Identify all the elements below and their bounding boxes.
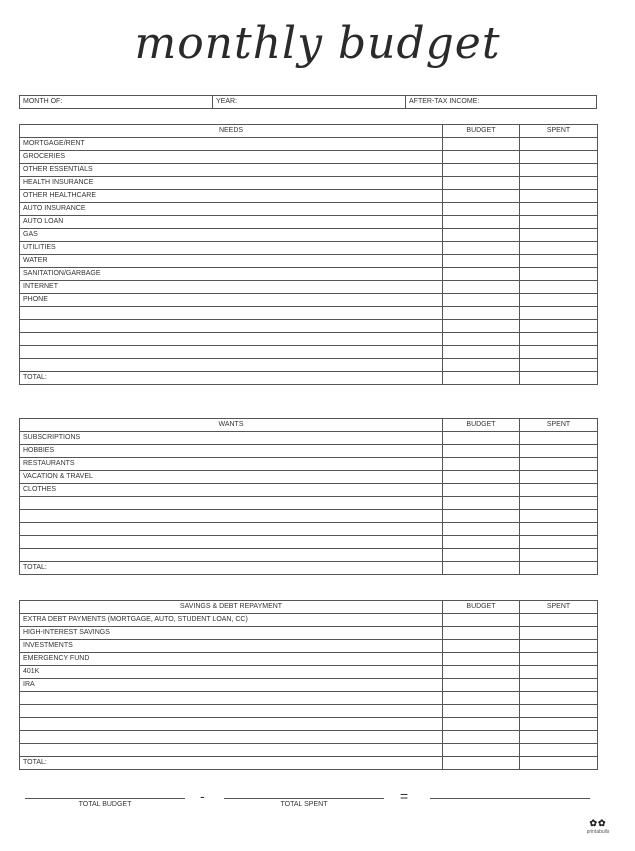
spent-cell[interactable] [520, 471, 598, 484]
budget-cell[interactable] [443, 692, 520, 705]
budget-cell[interactable] [443, 177, 520, 190]
spent-cell[interactable] [520, 692, 598, 705]
spent-cell[interactable] [520, 614, 598, 627]
wants-row [20, 445, 598, 458]
spent-cell[interactable] [520, 346, 598, 359]
spent-cell[interactable] [520, 203, 598, 216]
needs-row [20, 333, 598, 346]
spent-cell[interactable] [520, 640, 598, 653]
total-spent-label: TOTAL SPENT [280, 801, 328, 808]
wants-row [20, 510, 598, 523]
spent-cell[interactable] [520, 679, 598, 692]
savings-row [20, 614, 598, 627]
spent-cell[interactable] [520, 255, 598, 268]
needs-row [20, 138, 598, 151]
spent-cell[interactable] [520, 177, 598, 190]
wants-row [20, 523, 598, 536]
spent-cell[interactable] [520, 536, 598, 549]
savings-row [20, 692, 598, 705]
needs-row [20, 294, 598, 307]
item-label [20, 718, 443, 731]
item-label: TOTAL: [20, 757, 443, 770]
spent-cell[interactable] [520, 320, 598, 333]
item-label [20, 744, 443, 757]
spent-cell[interactable] [520, 744, 598, 757]
spent-cell[interactable] [520, 653, 598, 666]
year-field[interactable]: YEAR: [213, 96, 406, 108]
total-budget-label: TOTAL BUDGET [78, 801, 132, 808]
spent-cell[interactable] [520, 268, 598, 281]
item-label: SANITATION/GARBAGE [20, 268, 443, 281]
budget-cell[interactable] [443, 138, 520, 151]
wants-row [20, 432, 598, 445]
spent-cell[interactable] [520, 445, 598, 458]
budget-cell[interactable] [443, 372, 520, 385]
item-label [20, 307, 443, 320]
budget-cell[interactable] [443, 666, 520, 679]
spent-cell[interactable] [520, 229, 598, 242]
spent-cell[interactable] [520, 627, 598, 640]
item-label: EMERGENCY FUND [20, 653, 443, 666]
needs-row [20, 320, 598, 333]
savings-row [20, 731, 598, 744]
budget-cell[interactable] [443, 536, 520, 549]
budget-cell[interactable] [443, 744, 520, 757]
spent-column-header: SPENT [520, 125, 598, 138]
page-title: monthly budget [134, 18, 501, 69]
spent-cell[interactable] [520, 705, 598, 718]
spent-cell[interactable] [520, 718, 598, 731]
spent-cell[interactable] [520, 562, 598, 575]
needs-row [20, 164, 598, 177]
savings-row [20, 718, 598, 731]
item-label: OTHER ESSENTIALS [20, 164, 443, 177]
wants-row [20, 458, 598, 471]
wants-row [20, 536, 598, 549]
spent-cell[interactable] [520, 458, 598, 471]
budget-cell[interactable] [443, 562, 520, 575]
spent-cell[interactable] [520, 484, 598, 497]
budget-cell[interactable] [443, 190, 520, 203]
spent-cell[interactable] [520, 549, 598, 562]
item-label: CLOTHES [20, 484, 443, 497]
spent-column-header: SPENT [520, 419, 598, 432]
budget-cell[interactable] [443, 458, 520, 471]
item-label: TOTAL: [20, 372, 443, 385]
item-label: RESTAURANTS [20, 458, 443, 471]
spent-cell[interactable] [520, 242, 598, 255]
budget-column-header: BUDGET [443, 125, 520, 138]
budget-cell[interactable] [443, 164, 520, 177]
item-label: VACATION & TRAVEL [20, 471, 443, 484]
budget-cell[interactable] [443, 151, 520, 164]
budget-cell[interactable] [443, 705, 520, 718]
wants-heading: WANTS [20, 419, 443, 432]
spent-cell[interactable] [520, 307, 598, 320]
spent-cell[interactable] [520, 731, 598, 744]
savings-row [20, 679, 598, 692]
spent-cell[interactable] [520, 359, 598, 372]
item-label: UTILITIES [20, 242, 443, 255]
budget-cell[interactable] [443, 268, 520, 281]
wants-table [19, 418, 598, 575]
needs-row [20, 268, 598, 281]
item-label [20, 549, 443, 562]
item-label: INVESTMENTS [20, 640, 443, 653]
spent-cell[interactable] [520, 151, 598, 164]
total-budget-line[interactable] [25, 798, 185, 799]
spent-cell[interactable] [520, 164, 598, 177]
budget-cell[interactable] [443, 627, 520, 640]
budget-cell[interactable] [443, 307, 520, 320]
needs-total-row [20, 372, 598, 385]
item-label: HIGH-INTEREST SAVINGS [20, 627, 443, 640]
spent-cell[interactable] [520, 523, 598, 536]
spent-cell[interactable] [520, 432, 598, 445]
item-label: 401K [20, 666, 443, 679]
spent-cell[interactable] [520, 510, 598, 523]
budget-cell[interactable] [443, 333, 520, 346]
needs-row [20, 190, 598, 203]
needs-row [20, 281, 598, 294]
savings-table [19, 600, 598, 770]
needs-row [20, 255, 598, 268]
budget-cell[interactable] [443, 229, 520, 242]
item-label [20, 333, 443, 346]
wants-row [20, 484, 598, 497]
savings-row [20, 705, 598, 718]
minus-sign: - [200, 788, 205, 804]
spent-cell[interactable] [520, 333, 598, 346]
brand-logo [578, 818, 618, 835]
wants-total-row [20, 562, 598, 575]
budget-cell[interactable] [443, 718, 520, 731]
item-label [20, 510, 443, 523]
budget-cell[interactable] [443, 549, 520, 562]
budget-cell[interactable] [443, 757, 520, 770]
budget-cell[interactable] [443, 653, 520, 666]
budget-cell[interactable] [443, 445, 520, 458]
spent-cell[interactable] [520, 281, 598, 294]
item-label: HOBBIES [20, 445, 443, 458]
item-label: MORTGAGE/RENT [20, 138, 443, 151]
needs-row [20, 151, 598, 164]
spent-cell[interactable] [520, 190, 598, 203]
item-label: PHONE [20, 294, 443, 307]
budget-cell[interactable] [443, 484, 520, 497]
budget-column-header: BUDGET [443, 601, 520, 614]
needs-row [20, 203, 598, 216]
month-field[interactable]: MONTH OF: [20, 96, 213, 108]
spent-cell[interactable] [520, 138, 598, 151]
budget-column-header: BUDGET [443, 419, 520, 432]
needs-row [20, 346, 598, 359]
summary-row [0, 790, 635, 820]
spent-cell[interactable] [520, 216, 598, 229]
item-label: AUTO INSURANCE [20, 203, 443, 216]
item-label: OTHER HEALTHCARE [20, 190, 443, 203]
item-label: AUTO LOAN [20, 216, 443, 229]
spent-column-header: SPENT [520, 601, 598, 614]
budget-cell[interactable] [443, 203, 520, 216]
spent-cell[interactable] [520, 372, 598, 385]
wants-row [20, 497, 598, 510]
wants-row [20, 549, 598, 562]
budget-cell[interactable] [443, 510, 520, 523]
item-label [20, 346, 443, 359]
budget-cell[interactable] [443, 294, 520, 307]
item-label: INTERNET [20, 281, 443, 294]
needs-heading: NEEDS [20, 125, 443, 138]
equals-sign: = [400, 788, 409, 804]
budget-cell[interactable] [443, 242, 520, 255]
item-label: GAS [20, 229, 443, 242]
budget-cell[interactable] [443, 614, 520, 627]
item-label [20, 536, 443, 549]
item-label [20, 523, 443, 536]
budget-cell[interactable] [443, 281, 520, 294]
spent-cell[interactable] [520, 666, 598, 679]
savings-row [20, 627, 598, 640]
savings-heading: SAVINGS & DEBT REPAYMENT [20, 601, 443, 614]
budget-cell[interactable] [443, 497, 520, 510]
spent-cell[interactable] [520, 294, 598, 307]
brand-mark-icon: ✿✿ [589, 818, 607, 828]
item-label [20, 320, 443, 333]
needs-row [20, 216, 598, 229]
budget-cell[interactable] [443, 346, 520, 359]
result-line[interactable] [430, 798, 590, 799]
budget-cell[interactable] [443, 679, 520, 692]
income-field[interactable]: AFTER-TAX INCOME: [409, 98, 480, 105]
item-label: EXTRA DEBT PAYMENTS (MORTGAGE, AUTO, STUDENT LOAN, CC) [20, 614, 443, 627]
spent-cell[interactable] [520, 757, 598, 770]
item-label [20, 497, 443, 510]
budget-cell[interactable] [443, 320, 520, 333]
budget-cell[interactable] [443, 523, 520, 536]
item-label: GROCERIES [20, 151, 443, 164]
savings-total-row [20, 757, 598, 770]
savings-row [20, 744, 598, 757]
savings-row [20, 640, 598, 653]
item-label [20, 359, 443, 372]
item-label [20, 692, 443, 705]
item-label: IRA [20, 679, 443, 692]
savings-row [20, 653, 598, 666]
needs-row [20, 177, 598, 190]
budget-cell[interactable] [443, 216, 520, 229]
total-spent-line[interactable] [224, 798, 384, 799]
budget-cell[interactable] [443, 432, 520, 445]
needs-row [20, 242, 598, 255]
needs-row [20, 359, 598, 372]
budget-cell[interactable] [443, 731, 520, 744]
needs-row [20, 307, 598, 320]
brand-name: printabulls [586, 829, 610, 835]
budget-cell[interactable] [443, 640, 520, 653]
budget-cell[interactable] [443, 471, 520, 484]
needs-row [20, 229, 598, 242]
budget-cell[interactable] [443, 255, 520, 268]
item-label: TOTAL: [20, 562, 443, 575]
item-label [20, 731, 443, 744]
item-label: SUBSCRIPTIONS [20, 432, 443, 445]
item-label [20, 705, 443, 718]
needs-table [19, 124, 598, 385]
wants-row [20, 471, 598, 484]
header-row [19, 95, 597, 109]
item-label: HEALTH INSURANCE [20, 177, 443, 190]
spent-cell[interactable] [520, 497, 598, 510]
item-label: WATER [20, 255, 443, 268]
savings-row [20, 666, 598, 679]
budget-cell[interactable] [443, 359, 520, 372]
